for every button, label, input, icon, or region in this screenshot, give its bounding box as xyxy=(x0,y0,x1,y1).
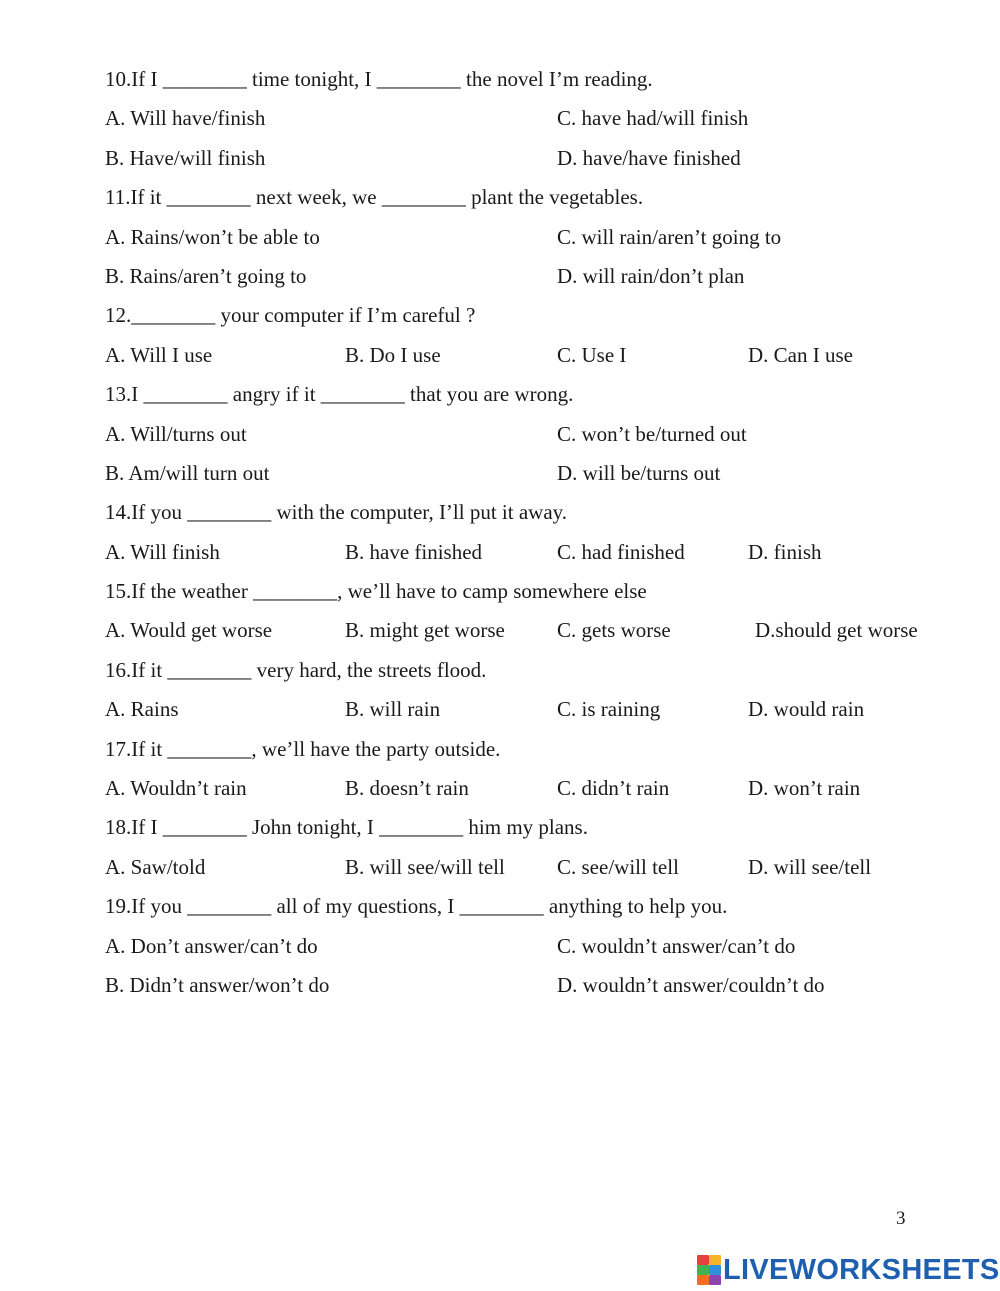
answer-option[interactable]: C. had finished xyxy=(557,539,685,564)
answer-option[interactable]: B. Rains/aren’t going to xyxy=(105,263,307,288)
answer-option[interactable]: B. Have/will finish xyxy=(105,145,266,170)
question-stem: 14.If you ________ with the computer, I’ll put it away. xyxy=(105,500,568,525)
answer-option[interactable]: D.should get worse xyxy=(755,618,918,643)
option-row xyxy=(105,415,965,454)
answer-option[interactable]: D. would rain xyxy=(748,697,865,722)
answer-option[interactable]: A. Will I use xyxy=(105,342,213,367)
option-row xyxy=(105,966,965,1005)
option-row xyxy=(105,611,965,650)
answer-option[interactable]: A. Will finish xyxy=(105,539,220,564)
answer-option[interactable]: D. Can I use xyxy=(748,342,853,367)
question-stem: 11.If it ________ next week, we ________ plant the vegetables. xyxy=(105,185,644,210)
answer-option[interactable]: D. will see/tell xyxy=(748,854,872,879)
answer-option[interactable]: C. see/will tell xyxy=(557,854,679,879)
logo-block xyxy=(709,1265,721,1275)
question-stem: 18.If I ________ John tonight, I ________ him my plans. xyxy=(105,815,588,840)
question-stem: 15.If the weather ________, we’ll have to camp somewhere else xyxy=(105,579,647,604)
brand-name: LIVEWORKSHEETS xyxy=(723,1253,1000,1286)
question-stem: 19.If you ________ all of my questions, I ________ anything to help you. xyxy=(105,894,728,919)
answer-option[interactable]: A. Saw/told xyxy=(105,854,206,879)
logo-block xyxy=(697,1275,709,1285)
logo-block xyxy=(697,1265,709,1275)
option-row xyxy=(105,257,965,296)
option-row xyxy=(105,139,965,178)
answer-option[interactable]: B. have finished xyxy=(345,539,483,564)
option-row xyxy=(105,769,965,808)
option-row xyxy=(105,533,965,572)
answer-option[interactable]: D. wouldn’t answer/couldn’t do xyxy=(557,972,825,997)
option-row xyxy=(105,336,965,375)
option-row xyxy=(105,927,965,966)
answer-option[interactable]: D. won’t rain xyxy=(748,776,861,801)
answer-option[interactable]: A. Will have/finish xyxy=(105,106,266,131)
answer-option[interactable]: B. will rain xyxy=(345,697,441,722)
question-stem: 13.I ________ angry if it ________ that you are wrong. xyxy=(105,382,574,407)
option-row xyxy=(105,99,965,138)
logo-block xyxy=(697,1255,709,1265)
answer-option[interactable]: C. gets worse xyxy=(557,618,671,643)
option-row xyxy=(105,454,965,493)
answer-option[interactable]: C. didn’t rain xyxy=(557,776,670,801)
answer-option[interactable]: B. will see/will tell xyxy=(345,854,505,879)
answer-option[interactable]: A. Will/turns out xyxy=(105,421,247,446)
answer-option[interactable]: A. Wouldn’t rain xyxy=(105,776,247,801)
answer-option[interactable]: C. will rain/aren’t going to xyxy=(557,224,782,249)
answer-option[interactable]: B. Didn’t answer/won’t do xyxy=(105,972,330,997)
question-stem: 17.If it ________, we’ll have the party outside. xyxy=(105,736,501,761)
option-row xyxy=(105,848,965,887)
answer-option[interactable]: A. Would get worse xyxy=(105,618,273,643)
answer-option[interactable]: B. doesn’t rain xyxy=(345,776,469,801)
liveworksheets-brand[interactable] xyxy=(697,1252,1000,1288)
answer-option[interactable]: C. is raining xyxy=(557,697,661,722)
question-stem: 10.If I ________ time tonight, I ________ the novel I’m reading. xyxy=(105,67,653,91)
answer-option[interactable]: C. won’t be/turned out xyxy=(557,421,747,446)
answer-option[interactable]: B. might get worse xyxy=(345,618,505,643)
logo-block xyxy=(709,1255,721,1265)
answer-option[interactable]: C. Use I xyxy=(557,342,627,367)
answer-option[interactable]: B. Am/will turn out xyxy=(105,460,270,485)
answer-option[interactable]: C. have had/will finish xyxy=(557,106,749,131)
answer-option[interactable]: A. Rains/won’t be able to xyxy=(105,224,320,249)
answer-option[interactable]: A. Rains xyxy=(105,697,179,722)
option-row xyxy=(105,218,965,257)
option-row xyxy=(105,690,965,729)
answer-option[interactable]: A. Don’t answer/can’t do xyxy=(105,933,318,958)
question-stem: 16.If it ________ very hard, the streets flood. xyxy=(105,657,487,682)
answer-option[interactable]: D. have/have finished xyxy=(557,145,741,170)
page-number: 3 xyxy=(896,1208,906,1229)
answer-option[interactable]: D. will be/turns out xyxy=(557,460,721,485)
answer-option[interactable]: D. will rain/don’t plan xyxy=(557,263,745,288)
answer-option[interactable]: B. Do I use xyxy=(345,342,441,367)
answer-option[interactable]: C. wouldn’t answer/can’t do xyxy=(557,933,796,958)
logo-block xyxy=(709,1275,721,1285)
answer-option[interactable]: D. finish xyxy=(748,539,822,564)
worksheet xyxy=(105,60,965,1005)
question-stem: 12.________ your computer if I’m careful ? xyxy=(105,303,476,328)
liveworksheets-logo-icon xyxy=(697,1255,721,1285)
